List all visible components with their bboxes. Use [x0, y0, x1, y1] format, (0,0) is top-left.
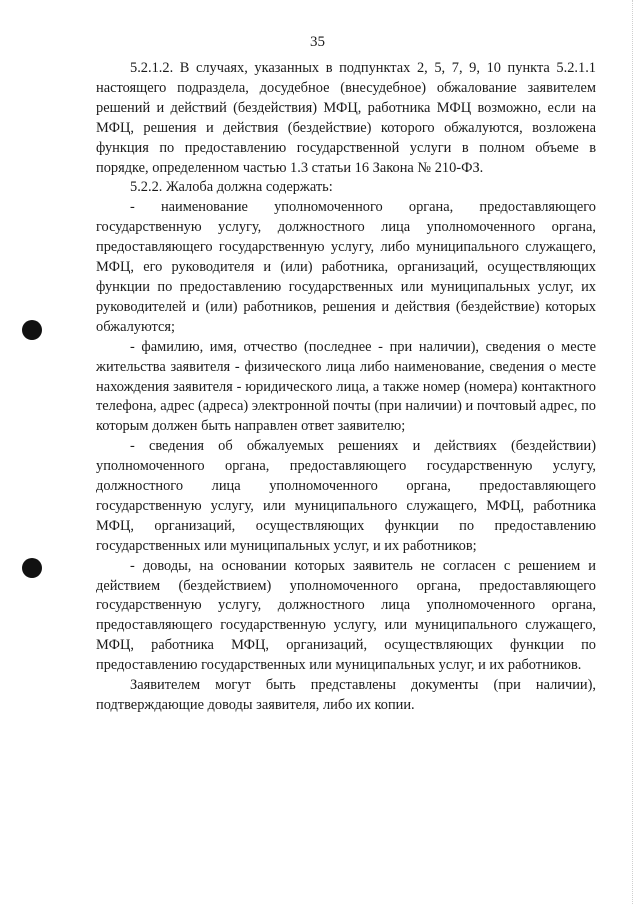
punch-hole-bottom: [22, 558, 42, 578]
list-item-arguments: - доводы, на основании которых заявитель не согласен с решением и действием (бездействием) уполномоченного органа, предоставляющего государственную услугу, должностного лица уполномоченного органа, предоставляющего государственную услугу, или муниципального служащего, МФЦ, работника МФЦ, организаций, осуществляющих функции по предоставлению государственных или муниципальных услуг, и их работников.: [96, 557, 596, 674]
document-body: [96, 59, 596, 716]
page-number: 35: [310, 34, 325, 50]
paragraph-supporting-documents: Заявителем могут быть представлены документы (при наличии), подтверждающие доводы заявителя, либо их копии.: [96, 677, 596, 713]
paragraph-5-2-1-2: 5.2.1.2. В случаях, указанных в подпунктах 2, 5, 7, 9, 10 пункта 5.2.1.1 настоящего подраздела, досудебное (внесудебное) обжалование заявителем решений и действий (бездействия) МФЦ, работника МФЦ возможно, если на МФЦ, решения и действия (бездействие) которого обжалуются, возложена функция по предоставлению государственной услуги в полном объеме в порядке, определенном частью 1.3 статьи 16 Закона № 210-ФЗ.: [96, 60, 596, 176]
punch-hole-top: [22, 320, 42, 340]
list-item-appealed-decisions: - сведения об обжалуемых решениях и действиях (бездействии) уполномоченного органа, предоставляющего государственную услугу, должностного лица уполномоченного органа, предоставляющего государственную услугу, или муниципального служащего, МФЦ, работника МФЦ, организаций, осуществляющих функции по предоставлению государственных или муниципальных услуг, и их работников;: [96, 438, 596, 554]
list-item-applicant-details: - фамилию, имя, отчество (последнее - при наличии), сведения о месте жительства заявителя - физического лица либо наименование, сведения о месте нахождения заявителя - юридического лица, а также номер (номера) контактного телефона, адрес (адреса) электронной почты (при наличии) и почтовый адрес, по которым должен быть направлен ответ заявителю;: [96, 338, 596, 435]
list-item-authority-name: - наименование уполномоченного органа, предоставляющего государственную услугу, должностного лица уполномоченного органа, предоставляющего государственную услугу, либо муниципального служащего, МФЦ, его руководителя и (или) работника, организаций, осуществляющих функции по предоставлению государственных или муниципальных услуг, их руководителей и (или) работников, решения и действия (бездействие) которых обжалуются;: [96, 199, 596, 335]
scan-edge-line: [631, 0, 633, 904]
paragraph-5-2-2-heading: 5.2.2. Жалоба должна содержать:: [130, 179, 333, 196]
